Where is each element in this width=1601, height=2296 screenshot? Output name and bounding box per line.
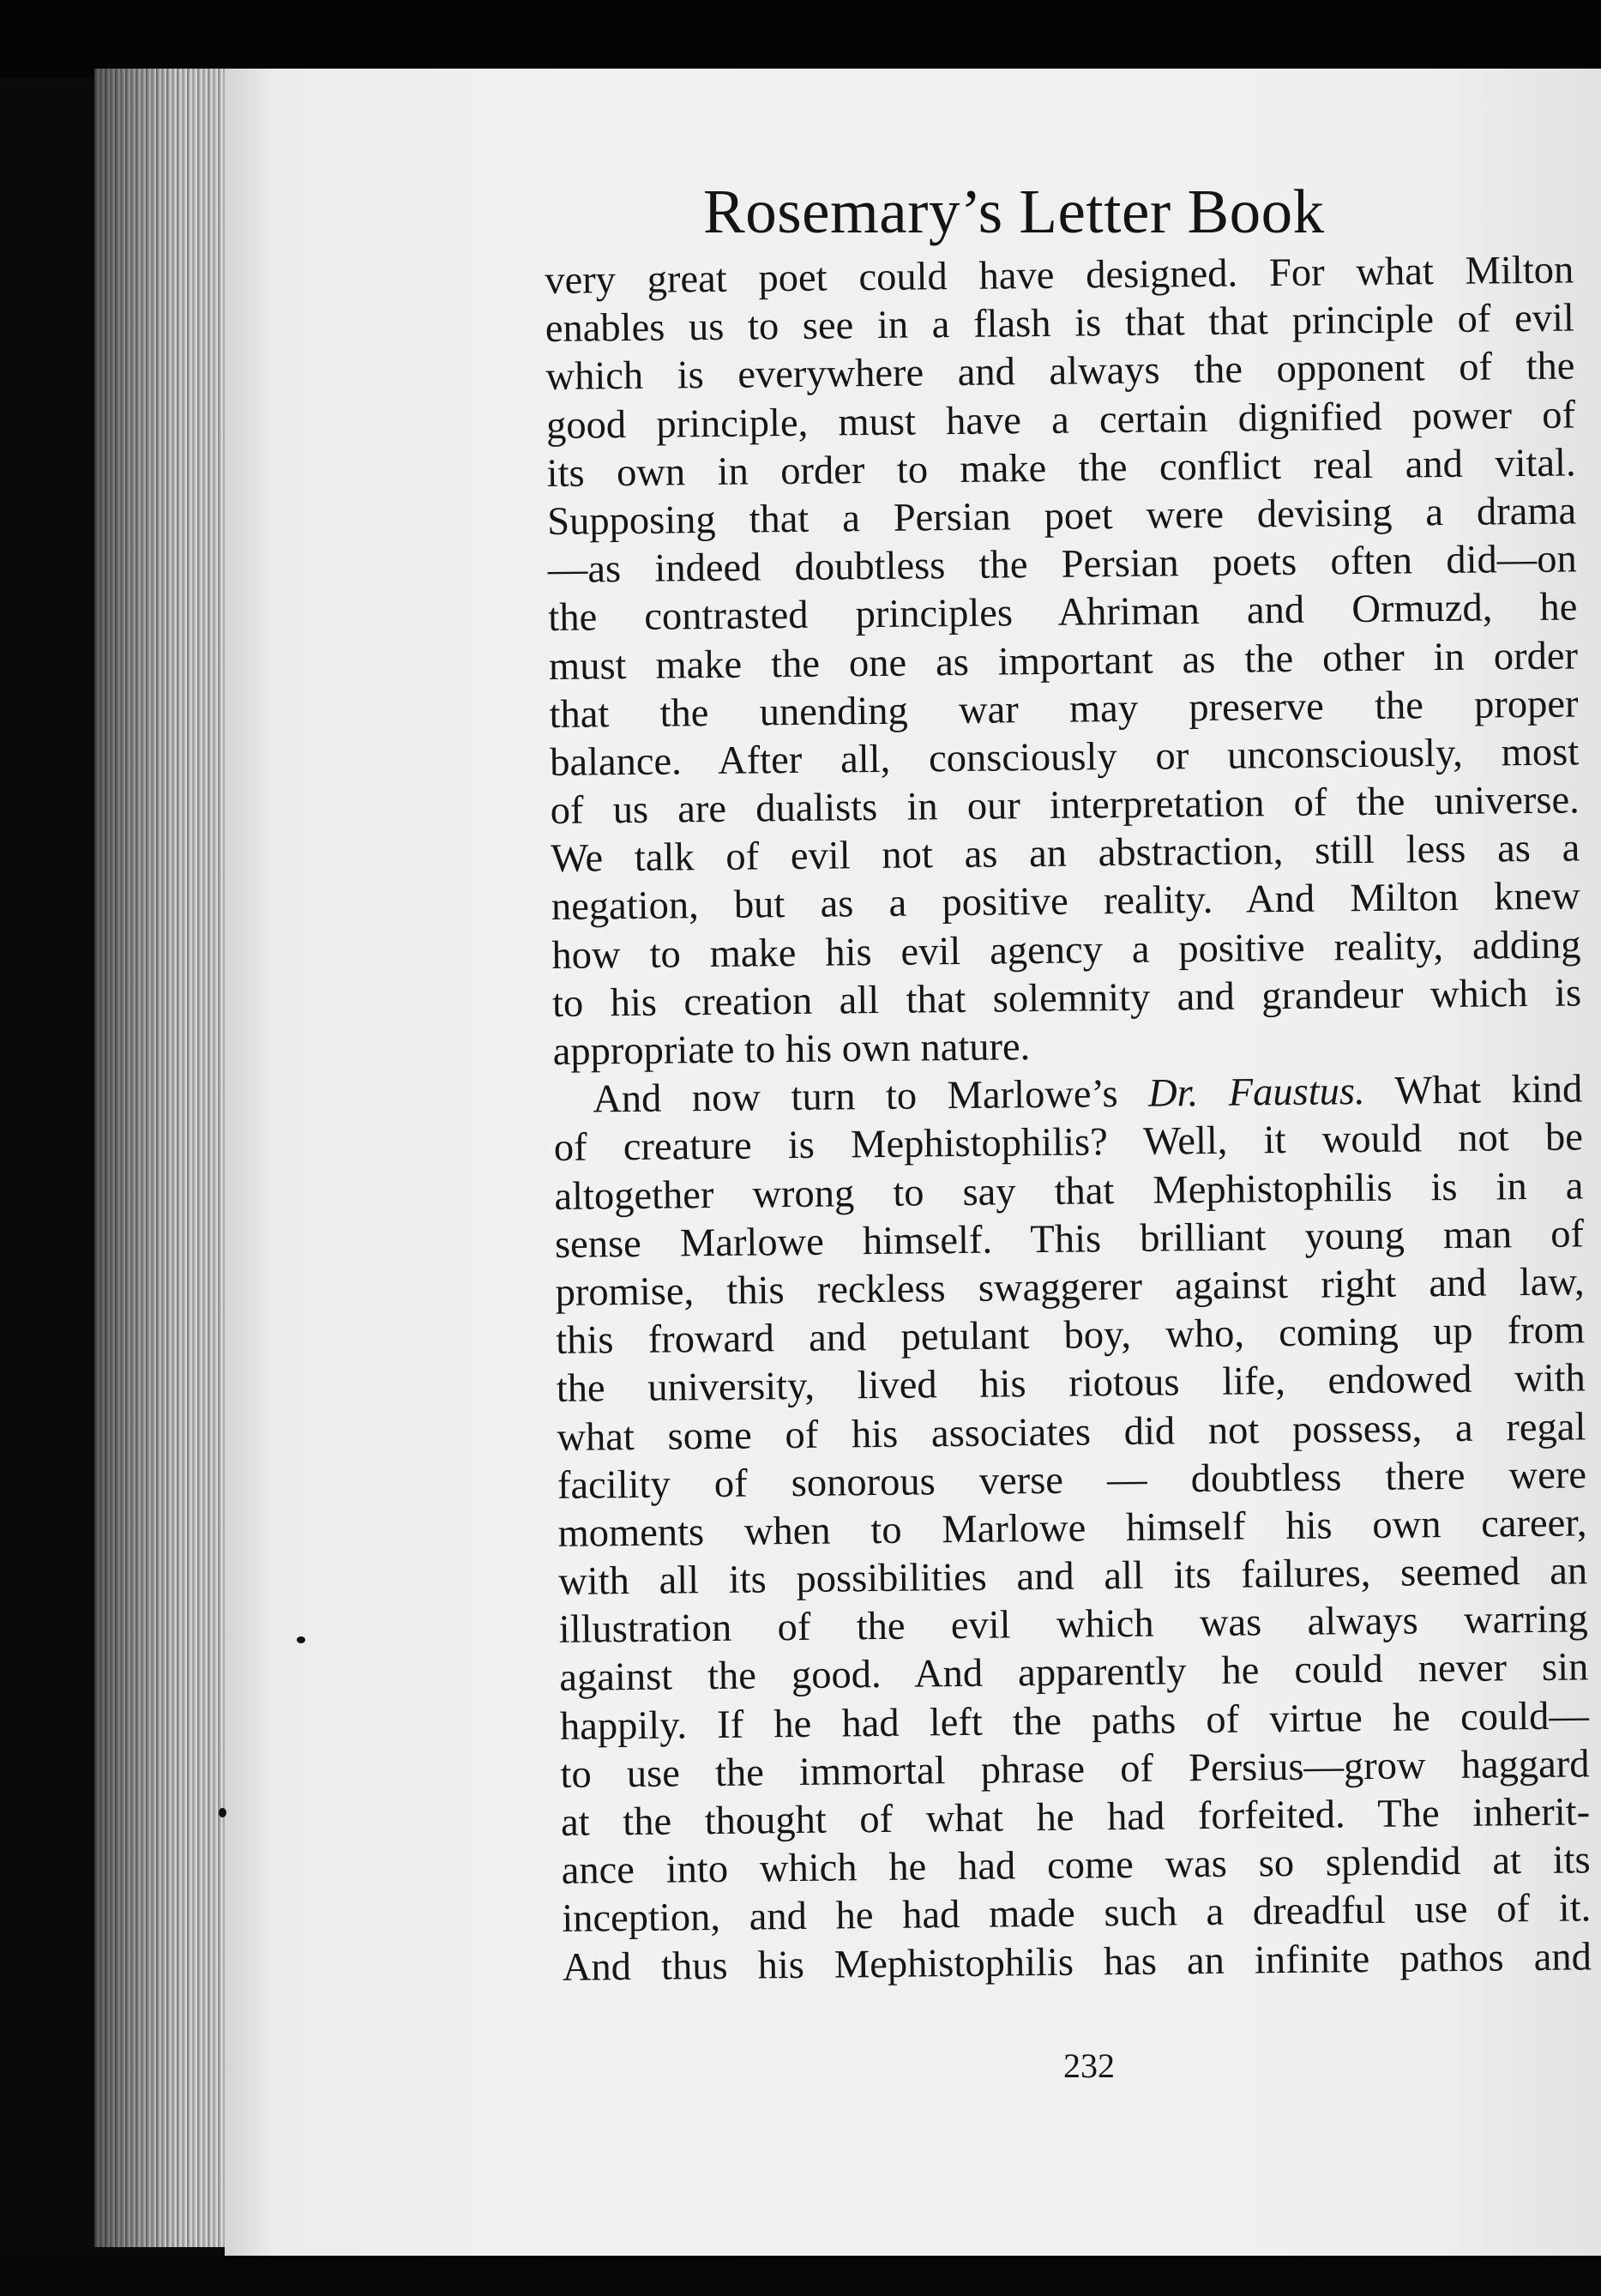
page-edge-shadow bbox=[94, 69, 232, 2247]
text-line-content: at the thought of what he had forfeited. The inherit- bbox=[560, 1790, 1591, 1845]
text-line-content: facility of sonorous verse — doubtless there were bbox=[557, 1453, 1587, 1508]
text-line-content: good principle, must have a certain dignified power of bbox=[545, 392, 1576, 448]
text-line-content: altogether wrong to say that Mephistophilis is in a bbox=[554, 1163, 1584, 1219]
text-line-content: must make the one as important as the other in order bbox=[548, 633, 1579, 689]
text-line-content: Supposing that a Persian poet were devising a drama bbox=[546, 489, 1577, 544]
text-line-content: the contrasted principles Ahriman and Ormuzd, he bbox=[548, 585, 1578, 641]
scan-top-border bbox=[0, 0, 1601, 77]
italic-title: Dr. Faustus. bbox=[1147, 1070, 1365, 1116]
text-line-content: balance. After all, consciously or unconsciously, most bbox=[549, 730, 1580, 785]
text-line-content: how to make his evil agency a positive reality, adding bbox=[551, 923, 1581, 978]
text-line-content: And thus his Mephistophilis has an infinite pathos and bbox=[562, 1934, 1592, 1990]
text-line-content: against the good. And apparently he could never sin bbox=[559, 1645, 1589, 1701]
text-line-content: inception, and he had made such a dreadful use of it. bbox=[562, 1886, 1592, 1942]
running-head: Rosemary’s Letter Book bbox=[703, 177, 1325, 246]
text-line-content: We talk of evil not as an abstraction, still less as a bbox=[551, 826, 1580, 882]
text-line-content: with all its possibilities and all its failures, seemed an bbox=[557, 1549, 1588, 1604]
page-number: 232 bbox=[1063, 2046, 1115, 2085]
text-line-content: promise, this reckless swaggerer against right and law, bbox=[555, 1260, 1585, 1315]
text-line-content: to use the immortal phrase of Persius—grow haggard bbox=[560, 1742, 1590, 1797]
text-line-content: the university, lived his riotous life, endowed with bbox=[556, 1356, 1586, 1412]
scan-bottom-border bbox=[0, 2256, 1601, 2296]
text-line-content: negation, but as a positive reality. And Milton knew bbox=[551, 874, 1581, 930]
text-line-content: that the unending war may preserve the proper bbox=[549, 682, 1579, 737]
text-line-content: to his creation all that solemnity and grandeur which is bbox=[551, 971, 1582, 1026]
text-line-content: ance into which he had come was so splendid at its bbox=[561, 1838, 1591, 1894]
text-line-content: its own in order to make the conflict real and vital. bbox=[546, 441, 1576, 496]
text-line-content: illustration of the evil which was always warring bbox=[558, 1597, 1588, 1653]
text-line-content: appropriate to his own nature. bbox=[552, 1025, 1031, 1074]
text-line-content: What kind bbox=[1364, 1067, 1583, 1114]
text-line-content: enables us to see in a flash is that that principle of evil bbox=[545, 296, 1575, 352]
speck-mark bbox=[219, 1808, 226, 1817]
text-line-content: which is everywhere and always the opponent of the bbox=[545, 344, 1575, 400]
text-line-content: of us are dualists in our interpretation of the universe. bbox=[550, 778, 1580, 834]
text-line-content: moments when to Marlowe himself his own career, bbox=[557, 1501, 1587, 1556]
text-line-content: —as indeed doubtless the Persian poets often did—on bbox=[547, 537, 1578, 593]
body-text bbox=[545, 246, 1592, 1992]
text-line-content: what some of his associates did not possess, a regal bbox=[557, 1404, 1586, 1460]
speck-mark bbox=[297, 1636, 305, 1643]
text-line-content: of creature is Mephistophilis? Well, it would not be bbox=[553, 1115, 1584, 1171]
text-line-content: happily. If he had left the paths of virtue he could— bbox=[559, 1693, 1590, 1749]
text-line-content: And now turn to Marlowe’s bbox=[593, 1071, 1149, 1122]
text-line-content: very great poet could have designed. For what Milton bbox=[545, 248, 1574, 303]
text-line-content: sense Marlowe himself. This brilliant young man of bbox=[554, 1212, 1585, 1267]
text-line-content: this froward and petulant boy, who, coming up from bbox=[555, 1308, 1586, 1364]
